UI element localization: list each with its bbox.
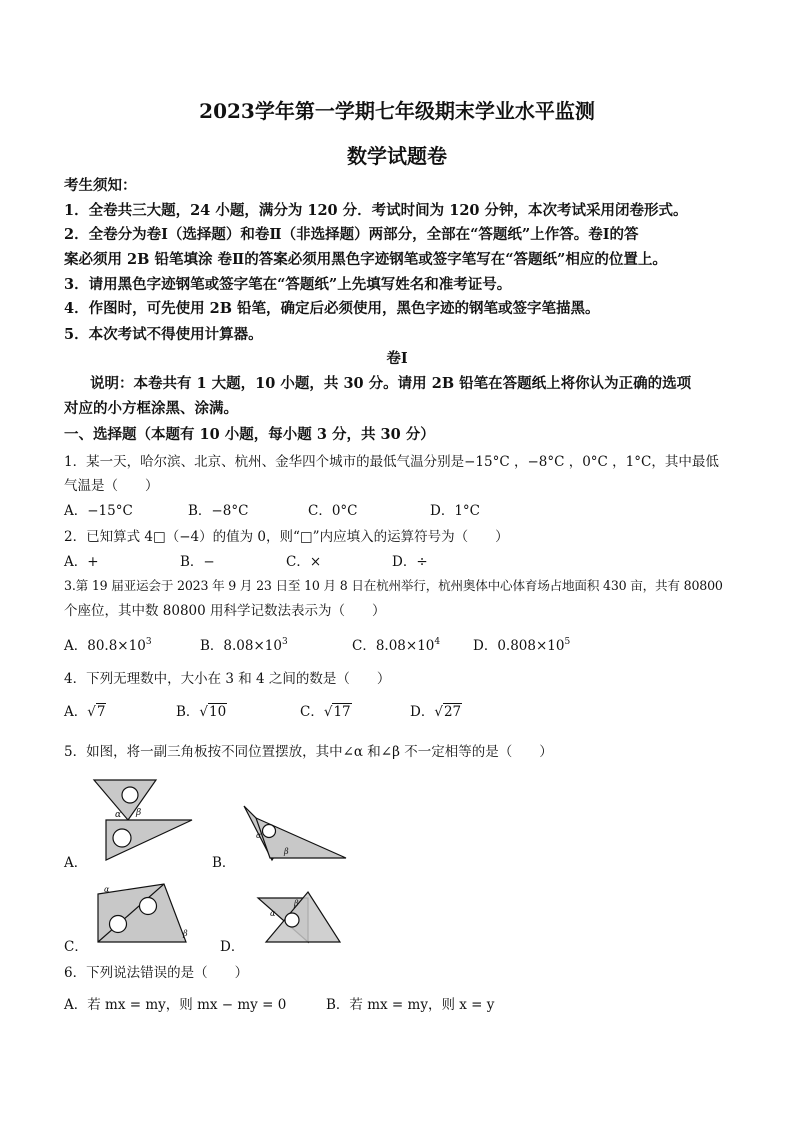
q4-option-d <box>410 700 462 720</box>
q4-option-b-radicand: 10 <box>209 704 227 720</box>
q3-option-a-exponent: 3 <box>145 637 152 647</box>
question-2-stem: 2．已知算式 4□（−4）的值为 0，则“□”内应填入的运算符号为（ ） <box>64 529 509 545</box>
q1-option-c: C．0°C <box>308 503 358 519</box>
page-subtitle: 数学试题卷 <box>347 144 447 168</box>
question-4-stem: 4．下列无理数中，大小在 3 和 4 之间的数是（ ） <box>64 671 391 687</box>
beta-label: β <box>284 847 289 856</box>
notice-item: 5．本次考试不得使用计算器。 <box>64 326 263 343</box>
figure-c <box>96 880 196 944</box>
q4-option-a <box>64 700 106 720</box>
figure-b <box>242 804 350 862</box>
notice-item: 案必须用 2B 铅笔填涂 卷Ⅱ的答案必须用黑色字迹钢笔或签字笔写在“答题纸”相应的位置上。 <box>64 251 667 268</box>
q4-option-d-radicand: 27 <box>443 704 462 720</box>
question-5-stem: 5．如图，将一副三角板按不同位置摆放，其中∠α 和∠β 不一定相等的是（ ） <box>64 744 553 760</box>
q3-option-b-base: B．8.08×10 <box>200 638 282 654</box>
sqrt-sign: √17 <box>323 704 351 720</box>
alpha-label: α <box>115 810 122 820</box>
notice-heading: 考生须知： <box>64 177 137 194</box>
q2-option-b: B．− <box>180 554 215 570</box>
q1-option-b: B．−8°C <box>188 503 249 519</box>
question-3-line: 3.第 19 届亚运会于 2023 年 9 月 23 日至 10 月 8 日在杭州举行，杭州奥体中心体育场占地面积 430 亩，共有 80800 <box>64 578 723 593</box>
q5-option-d: D． <box>220 939 245 955</box>
q3-option-b <box>200 634 288 654</box>
q3-option-c-exponent: 4 <box>434 637 441 647</box>
sqrt-sign: √7 <box>87 704 106 720</box>
section-juan1: 卷Ⅰ <box>386 350 408 367</box>
alpha-label: α <box>104 885 110 894</box>
q3-option-a-base: A．80.8×10 <box>64 638 146 654</box>
q3-option-c-base: C．8.08×10 <box>352 638 435 654</box>
q6-option-a: A．若 mx = my，则 mx − my = 0 <box>64 997 287 1013</box>
section-heading: 一、选择题（本题有 10 小题，每小题 3 分，共 30 分） <box>64 426 435 443</box>
notice-item: 2．全卷分为卷Ⅰ（选择题）和卷Ⅱ（非选择题）两部分，全部在“答题纸”上作答。卷Ⅰ的答 <box>64 226 639 243</box>
notice-item: 4．作图时，可先使用 2B 铅笔，确定后必须使用，黑色字迹的钢笔或签字笔描黑。 <box>64 300 600 317</box>
question-1-line: 1．某一天，哈尔滨、北京、杭州、金华四个城市的最低气温分别是−15°C ，−8°C ，0°C ，1°C，其中最低 <box>64 454 719 470</box>
sqrt-sign: √27 <box>434 704 462 720</box>
notice-item: 1．全卷共三大题，24 小题，满分为 120 分．考试时间为 120 分钟，本次考试采用闭卷形式。 <box>64 202 688 219</box>
q3-option-b-exponent: 3 <box>281 637 288 647</box>
beta-label: β <box>136 808 142 818</box>
question-1-line: 气温是（ ） <box>64 478 159 494</box>
q4-option-c <box>300 700 352 720</box>
q1-option-a: A．−15°C <box>64 503 133 519</box>
q2-option-a: A．+ <box>64 554 99 570</box>
q4-option-c-radicand: 17 <box>333 704 351 720</box>
q2-option-c: C．× <box>286 554 322 570</box>
q3-option-c <box>352 634 440 654</box>
instructions-line: 说明：本卷共有 1 大题，10 小题，共 30 分。请用 2B 铅笔在答题纸上将你认为正确的选项 <box>90 375 692 392</box>
figure-d <box>254 886 344 950</box>
notice-item: 3．请用黑色字迹钢笔或签字笔在“答题纸”上先填写姓名和准考证号。 <box>64 276 512 293</box>
alpha-label: α <box>270 909 276 918</box>
q3-option-d-exponent: 5 <box>564 637 571 647</box>
figure-a <box>92 776 196 866</box>
alpha-label: α <box>256 831 262 840</box>
q4-option-c-label: C． <box>300 704 324 720</box>
q2-option-d: D．÷ <box>392 554 428 570</box>
beta-label: β <box>183 929 188 938</box>
q3-option-d <box>473 634 570 654</box>
question-3-line: 个座位，其中数 80800 用科学记数法表示为（ ） <box>64 603 386 619</box>
q4-option-b-label: B． <box>176 704 200 720</box>
q4-option-a-radicand: 7 <box>96 704 106 720</box>
page-title: 2023学年第一学期七年级期末学业水平监测 <box>199 99 595 123</box>
question-6-stem: 6．下列说法错误的是（ ） <box>64 965 249 981</box>
beta-label: β <box>294 899 299 908</box>
q6-option-b: B．若 mx = my，则 x = y <box>326 997 495 1013</box>
q3-option-a <box>64 634 152 654</box>
q4-option-b <box>176 700 227 720</box>
q3-option-d-base: D．0.808×10 <box>473 638 565 654</box>
q4-option-d-label: D． <box>410 704 435 720</box>
q4-option-a-label: A． <box>64 704 88 720</box>
q5-option-a: A． <box>64 855 88 871</box>
sqrt-sign: √10 <box>199 704 227 720</box>
q5-option-c: C． <box>64 939 88 955</box>
q5-option-b: B． <box>212 855 236 871</box>
q1-option-d: D．1°C <box>430 503 480 519</box>
instructions-line: 对应的小方框涂黑、涂满。 <box>64 400 238 417</box>
